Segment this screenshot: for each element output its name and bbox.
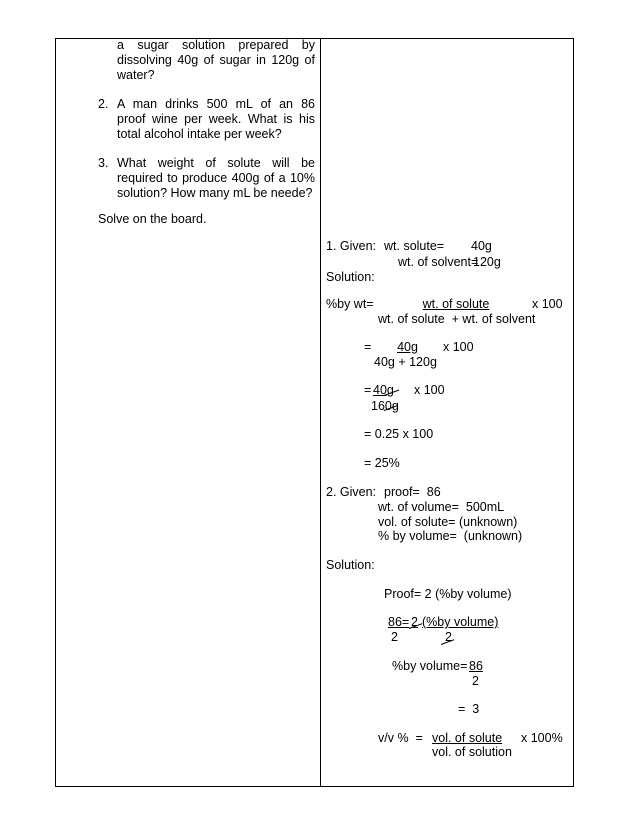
given-vol-solute: vol. of solute= (unknown) <box>378 515 518 529</box>
item2-number: 2. <box>98 97 109 111</box>
step3-text: = 0.25 x 100 <box>364 427 434 441</box>
vv-numerator: vol. of solute <box>432 731 503 745</box>
solution-label: Solution: <box>326 270 375 284</box>
given-pct-volume: % by volume= (unknown) <box>378 529 523 543</box>
result-denominator: 2 <box>472 674 479 688</box>
vv-times: x 100% <box>521 731 563 745</box>
step1-denominator: 40g + 120g <box>374 355 437 369</box>
step2-times: x 100 <box>414 383 445 397</box>
instruction-text: Solve on the board. <box>98 212 207 226</box>
step1-numerator: 40g <box>397 340 418 354</box>
item3-line: solution? How many mL be neede? <box>117 186 313 200</box>
given-label: 1. Given: <box>326 239 377 253</box>
step-two: 2 <box>411 615 418 629</box>
item1-line: a sugar solution prepared by <box>117 38 315 52</box>
item1-line: dissolving 40g of sugar in 120g of <box>117 53 315 67</box>
formula-lhs: %by wt= <box>326 297 374 311</box>
column-divider <box>320 38 321 787</box>
step2-eq: = <box>364 383 372 397</box>
result-equals: = 3 <box>458 702 480 716</box>
vv-denominator: vol. of solution <box>432 745 512 759</box>
table-frame <box>55 38 574 787</box>
step1-eq: = <box>364 340 372 354</box>
step-paren: (%by volume) <box>422 615 499 629</box>
item2-line: total alcohol intake per week? <box>117 127 282 141</box>
step-lhs: 86= <box>388 615 410 629</box>
item3-line: required to produce 400g of a 10% <box>117 171 315 185</box>
given-solute: wt. solute= <box>384 239 445 253</box>
step-denominator-right: 2 <box>445 630 452 644</box>
result-numerator: 86 <box>469 659 483 673</box>
formula-denominator: wt. of solute + wt. of solvent <box>378 312 536 326</box>
item1-line: water? <box>117 68 155 82</box>
step-denominator-left: 2 <box>391 630 398 644</box>
step4-text: = 25% <box>364 456 400 470</box>
proof-formula: Proof= 2 (%by volume) <box>384 587 512 601</box>
vv-lhs: v/v % = <box>378 731 423 745</box>
given-label: 2. Given: <box>326 485 377 499</box>
item3-number: 3. <box>98 156 109 170</box>
given-solute-value: 40g <box>471 239 492 253</box>
given-solvent-value: 120g <box>473 255 501 269</box>
formula-times: x 100 <box>532 297 563 311</box>
step2-denominator: 160g <box>371 399 399 413</box>
item2-line: A man drinks 500 mL of an 86 <box>117 97 315 111</box>
step1-times: x 100 <box>443 340 474 354</box>
formula-numerator: wt. of solute <box>422 297 490 311</box>
given-solvent: wt. of solvent= <box>398 255 479 269</box>
item2-line: proof wine per week. What is his <box>117 112 315 126</box>
given-volume: wt. of volume= 500mL <box>378 500 505 514</box>
given-proof: proof= 86 <box>384 485 441 499</box>
step2-numerator: 40g <box>373 383 394 397</box>
solution-label: Solution: <box>326 558 375 572</box>
item3-line: What weight of solute will be <box>117 156 315 170</box>
result-lhs: %by volume= <box>392 659 468 673</box>
